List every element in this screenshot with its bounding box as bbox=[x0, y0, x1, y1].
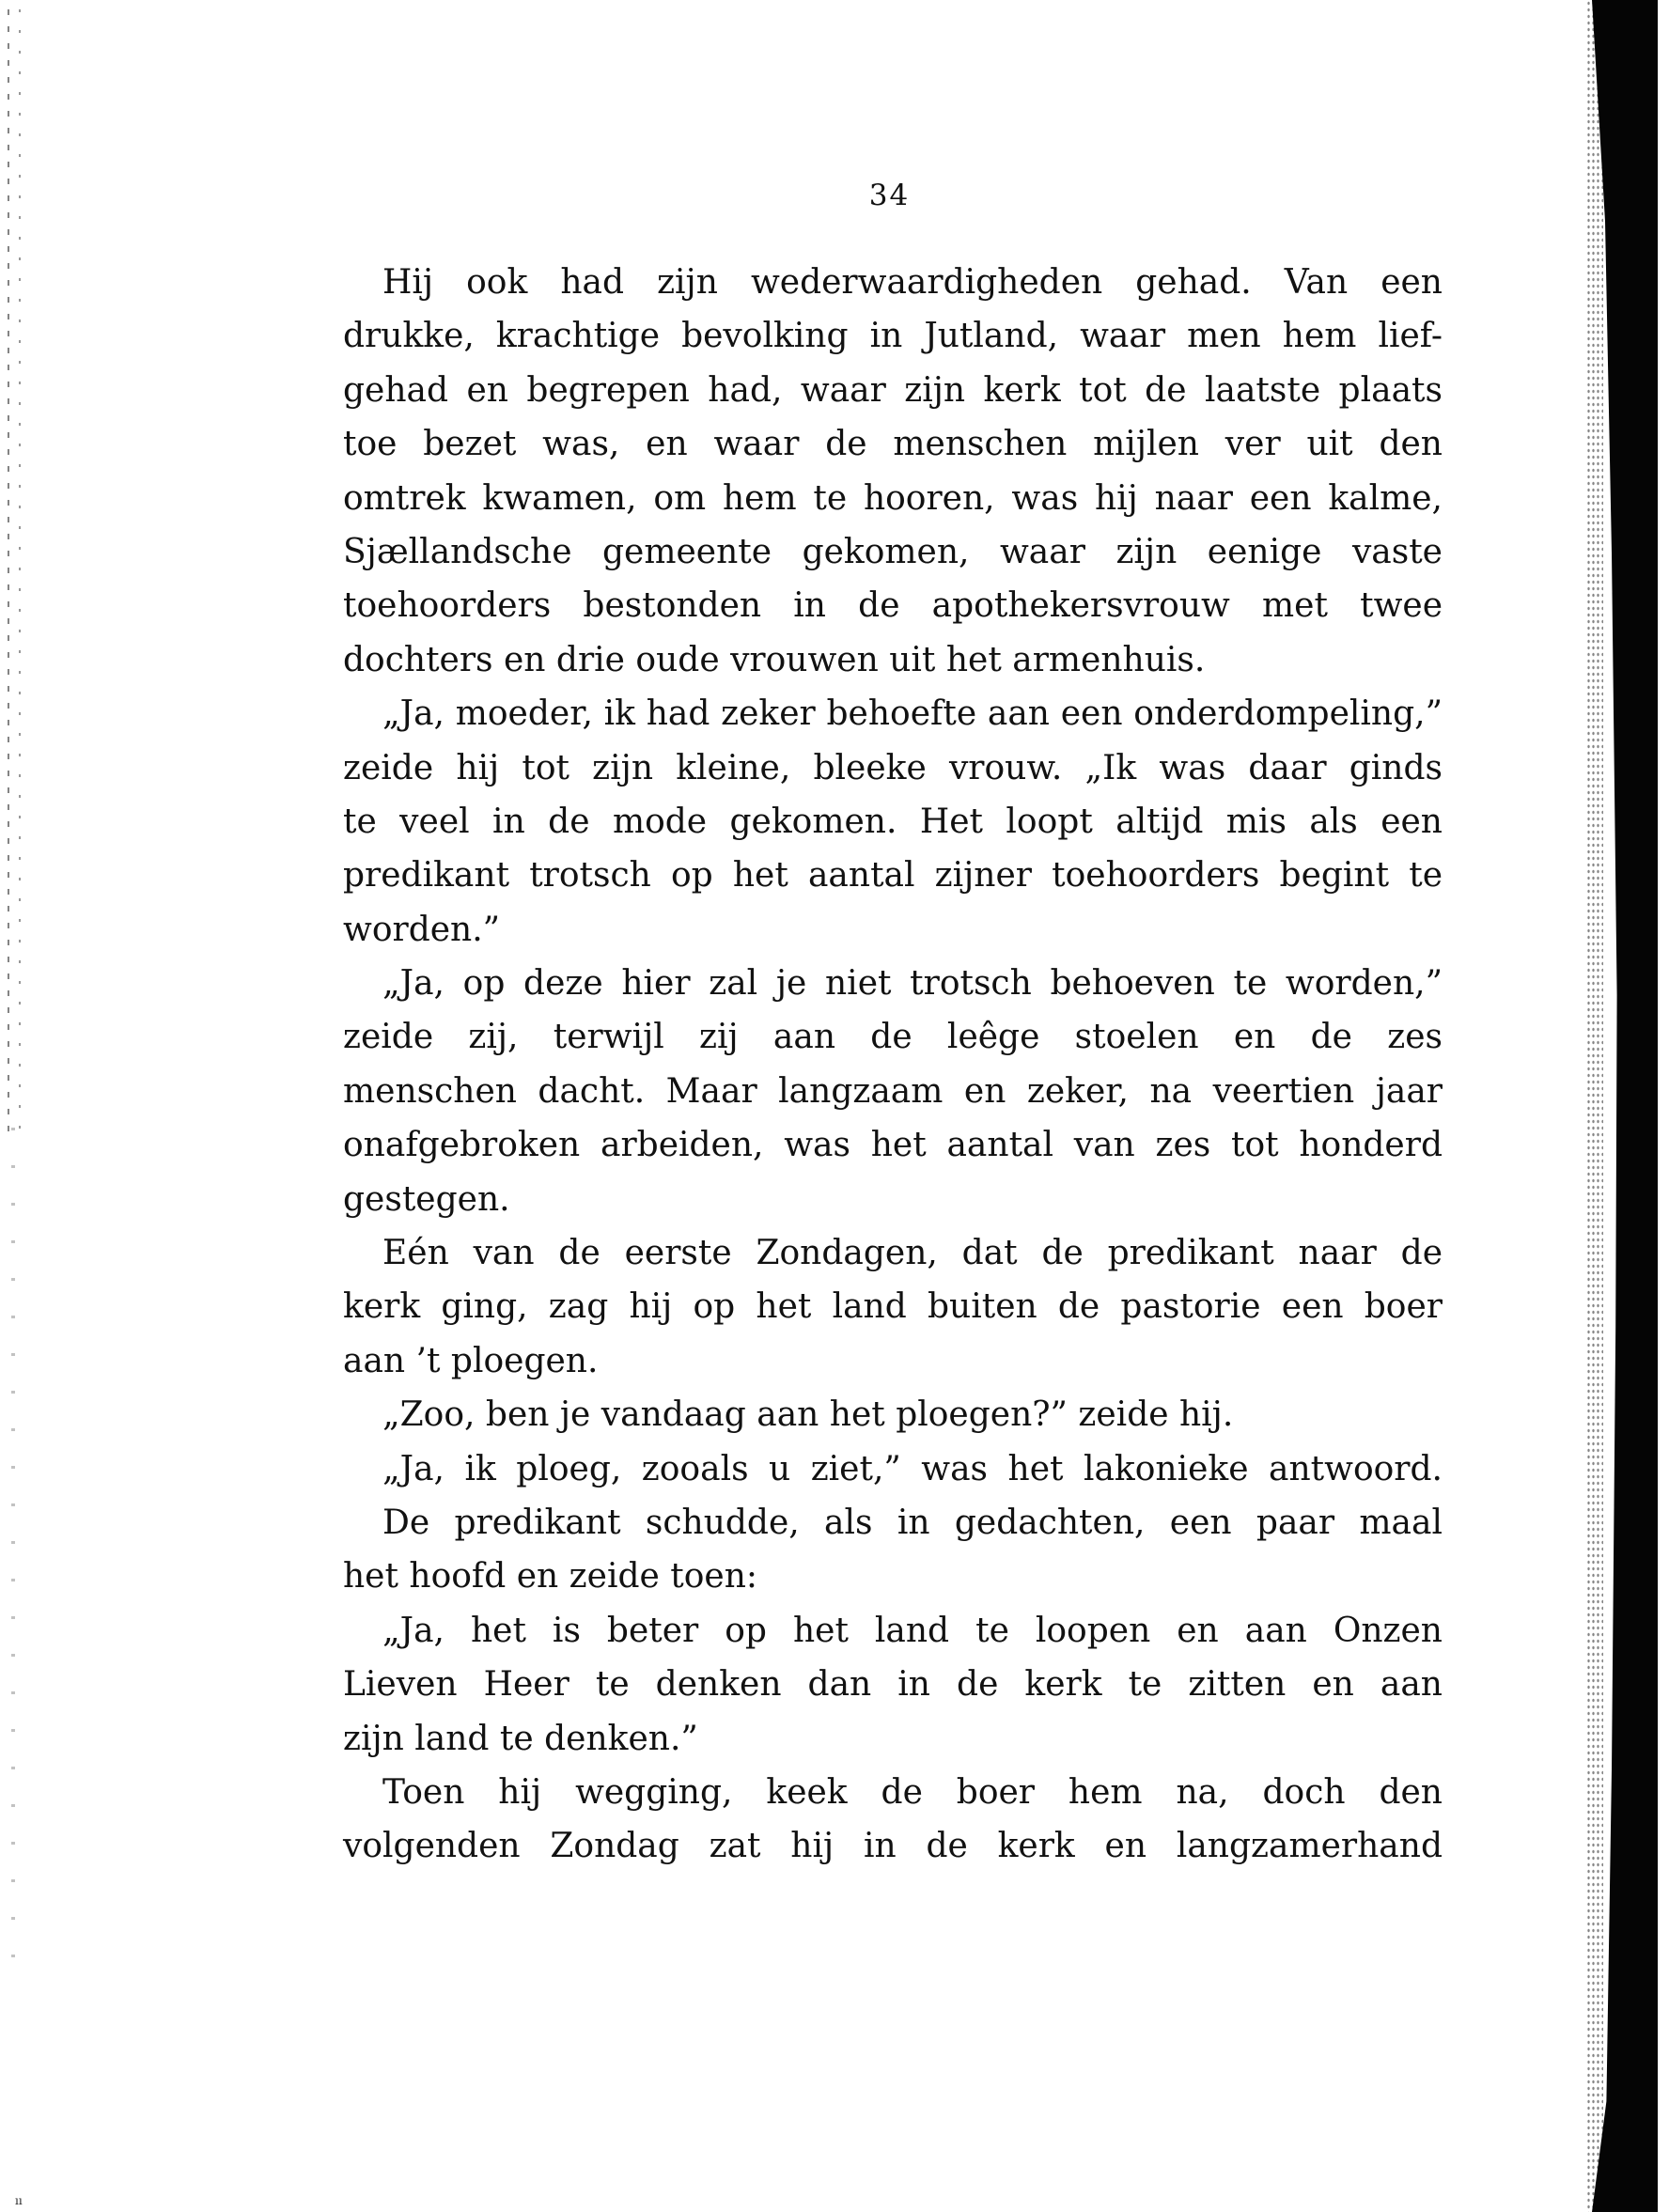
text-line: „Zoo, ben je vandaag aan het ploegen?” zeide hij. bbox=[382, 1395, 1234, 1435]
text-line: Hij ook had zijn wederwaardigheden gehad. Van een bbox=[382, 263, 1443, 302]
text-line: predikant trotsch op het aantal zijner toehoorders begint te bbox=[343, 856, 1443, 896]
text-line: toehoorders bestonden in de apothekersvrouw met twee bbox=[343, 586, 1443, 626]
text-line: worden.” bbox=[343, 910, 501, 949]
text-line: gehad en begrepen had, waar zijn kerk tot de laatste plaats bbox=[343, 370, 1443, 410]
text-line: Lieven Heer te denken dan in de kerk te zitten en aan bbox=[343, 1665, 1443, 1705]
text-line: te veel in de mode gekomen. Het loopt altijd mis als een bbox=[343, 802, 1443, 841]
text-line: „Ja, moeder, ik had zeker behoefte aan een onderdompeling,” bbox=[382, 694, 1443, 734]
text-line: zijn land te denken.” bbox=[343, 1719, 698, 1758]
text-line: Eén van de eerste Zondagen, dat de predikant naar de bbox=[382, 1234, 1443, 1273]
text-line: „Ja, op deze hier zal je niet trotsch behoeven te worden,” bbox=[382, 964, 1443, 1004]
scan-edge-marks-lower bbox=[11, 1128, 15, 1973]
text-line: „Ja, het is beter op het land te loopen en aan Onzen bbox=[382, 1611, 1443, 1650]
corner-mark: ıı bbox=[15, 2194, 23, 2207]
text-line: kerk ging, zag hij op het land buiten de pastorie een boer bbox=[343, 1287, 1443, 1327]
text-line: Toen hij wegging, keek de boer hem na, doch den bbox=[382, 1772, 1443, 1812]
text-line: zeide hij tot zijn kleine, bleeke vrouw. „Ik was daar ginds bbox=[343, 748, 1443, 787]
text-line: volgenden Zondag zat hij in de kerk en langzamerhand bbox=[343, 1827, 1443, 1866]
text-line: „Ja, ik ploeg, zooals u ziet,” was het lakonieke antwoord. bbox=[382, 1449, 1443, 1488]
binding-shadow-speckle bbox=[1586, 0, 1603, 2212]
text-line: het hoofd en zeide toen: bbox=[343, 1557, 758, 1597]
text-line: toe bezet was, en waar de menschen mijlen ver uit den bbox=[343, 425, 1443, 464]
text-line: onafgebroken arbeiden, was het aantal van zes tot honderd bbox=[343, 1126, 1443, 1165]
page-number: 34 bbox=[868, 179, 911, 212]
text-line: gestegen. bbox=[343, 1179, 510, 1219]
text-line: De predikant schudde, als in gedachten, een paar maal bbox=[382, 1503, 1443, 1542]
text-line: drukke, krachtige bevolking in Jutland, waar men hem lief- bbox=[343, 317, 1443, 356]
text-line: omtrek kwamen, om hem te hooren, was hij naar een kalme, bbox=[343, 478, 1443, 518]
body-text bbox=[343, 256, 1443, 1874]
text-line: zeide zij, terwijl zij aan de leêge stoelen en de zes bbox=[343, 1018, 1443, 1057]
text-line: aan ’t ploegen. bbox=[343, 1341, 599, 1380]
text-line: dochters en drie oude vrouwen uit het armenhuis. bbox=[343, 640, 1206, 679]
text-line: Sjællandsche gemeente gekomen, waar zijn eenige vaste bbox=[343, 532, 1443, 571]
text-line: menschen dacht. Maar langzaam en zeker, na veertien jaar bbox=[343, 1071, 1443, 1111]
